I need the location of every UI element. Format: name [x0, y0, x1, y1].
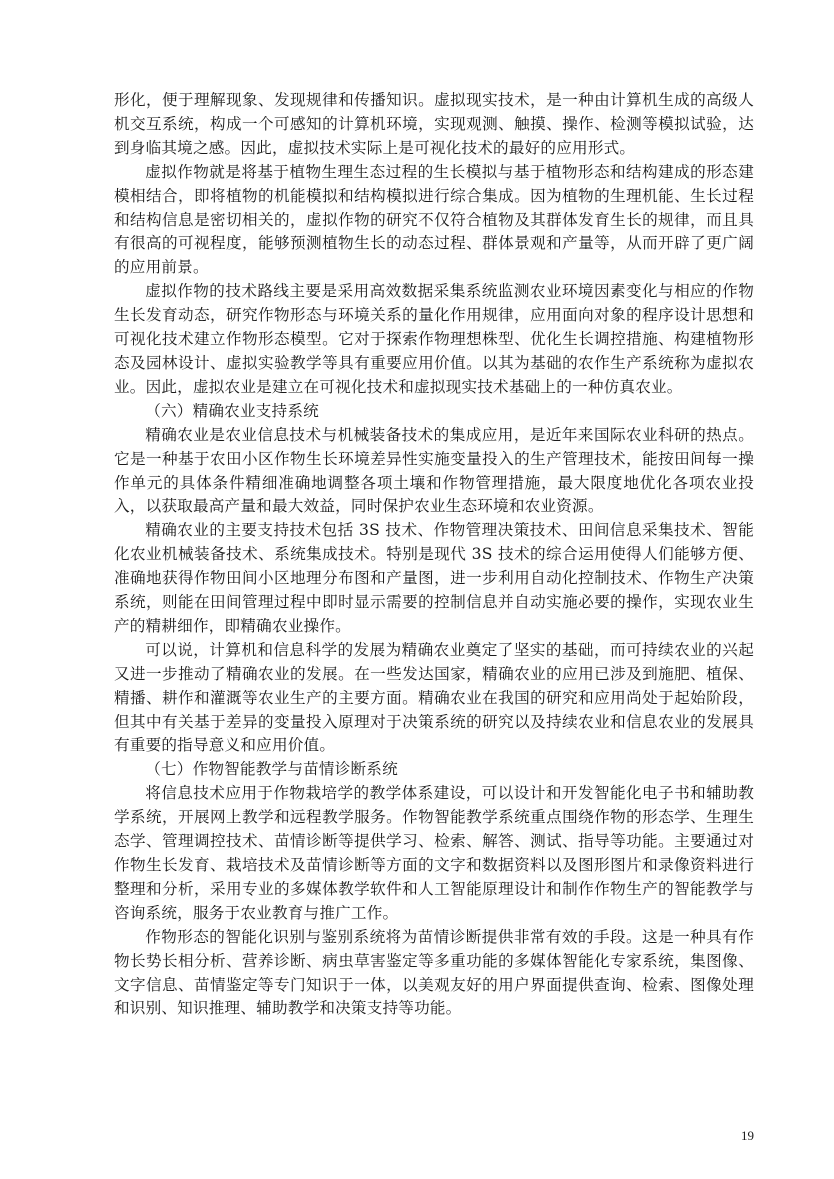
paragraph-5: 精确农业的主要支持技术包括 3S 技术、作物管理决策技术、田间信息采集技术、智能化农业机械装备技术、系统集成技术。特别是现代 3S 技术的综合运用使得人们能够方便、准确地获得作物田间小区地理分布图和产量图，进一步利用自动化控制技术、作物生产决策系统，则能在田间管理过程中即时显示需要的控制信息并自动实施必要的操作，实现农业生产的精耕细作，即精确农业操作。	[114, 521, 754, 635]
paragraph-3: 虚拟作物的技术路线主要是采用高效数据采集系统监测农业环境因素变化与相应的作物生长发育动态，研究作物形态与环境关系的量化作用规律，应用面向对象的程序设计思想和可视化技术建立作物形态模型。它对于探索作物理想株型、优化生长调控措施、构建植物形态及园林设计、虚拟实验教学等具有重要应用价值。以其为基础的农作生产系统称为虚拟农业。因此，虚拟农业是建立在可视化技术和虚拟现实技术基础上的一种仿真农业。	[114, 282, 754, 396]
paragraph-6: 可以说，计算机和信息科学的发展为精确农业奠定了坚实的基础，而可持续农业的兴起又进一步推动了精确农业的发展。在一些发达国家，精确农业的应用已涉及到施肥、植保、精播、耕作和灌溉等农业生产的主要方面。精确农业在我国的研究和应用尚处于起始阶段，但其中有关基于差异的变量投入原理对于决策系统的研究以及持续农业和信息农业的发展具有重要的指导意义和应用价值。	[114, 640, 754, 755]
section-heading-7: （七）作物智能教学与苗情诊断系统	[145, 760, 398, 779]
paragraph-4: 精确农业是农业信息技术与机械装备技术的集成应用，是近年来国际农业科研的热点。它是一种基于农田小区作物生长环境差异性实施变量投入的生产管理技术，能按田间每一操作单元的具体条件精细准确地调整各项土壤和作物管理措施，最大限度地优化各项农业投入，以获取最高产量和最大效益，同时保护农业生态环境和农业资源。	[114, 425, 754, 516]
paragraph-8: 作物形态的智能化识别与鉴别系统将为苗情诊断提供非常有效的手段。这是一种具有作物长势长相分析、营养诊断、病虫草害鉴定等多重功能的多媒体智能化专家系统，集图像、文字信息、苗情鉴定等专门知识于一体，以美观友好的用户界面提供查询、检索、图像处理和识别、知识推理、辅助教学和决策支持等功能。	[114, 927, 754, 1018]
paragraph-1: 形化，便于理解现象、发现规律和传播知识。虚拟现实技术，是一种由计算机生成的高级人机交互系统，构成一个可感知的计算机环境，实现观测、触摸、操作、检测等模拟试验，达到身临其境之感。因此，虚拟技术实际上是可视化技术的最好的应用形式。	[114, 91, 754, 157]
section-heading-6: （六）精确农业支持系统	[145, 401, 319, 420]
page-body	[114, 89, 754, 1021]
page-number: 19	[741, 1128, 754, 1143]
paragraph-7: 将信息技术应用于作物栽培学的教学体系建设，可以设计和开发智能化电子书和辅助教学系统，开展网上教学和远程教学服务。作物智能教学系统重点围绕作物的形态学、生理生态学、管理调控技术、苗情诊断等提供学习、检索、解答、测试、指导等功能。主要通过对作物生长发育、栽培技术及苗情诊断等方面的文字和数据资料以及图形图片和录像资料进行整理和分析，采用专业的多媒体教学软件和人工智能原理设计和制作作物生产的智能教学与咨询系统，服务于农业教育与推广工作。	[114, 784, 754, 922]
paragraph-2: 虚拟作物就是将基于植物生理生态过程的生长模拟与基于植物形态和结构建成的形态建模相结合，即将植物的机能模拟和结构模拟进行综合集成。因为植物的生理机能、生长过程和结构信息是密切相关的，虚拟作物的研究不仅符合植物及其群体发育生长的规律，而且具有很高的可视程度，能够预测植物生长的动态过程、群体景观和产量等，从而开辟了更广阔的应用前景。	[114, 162, 754, 277]
